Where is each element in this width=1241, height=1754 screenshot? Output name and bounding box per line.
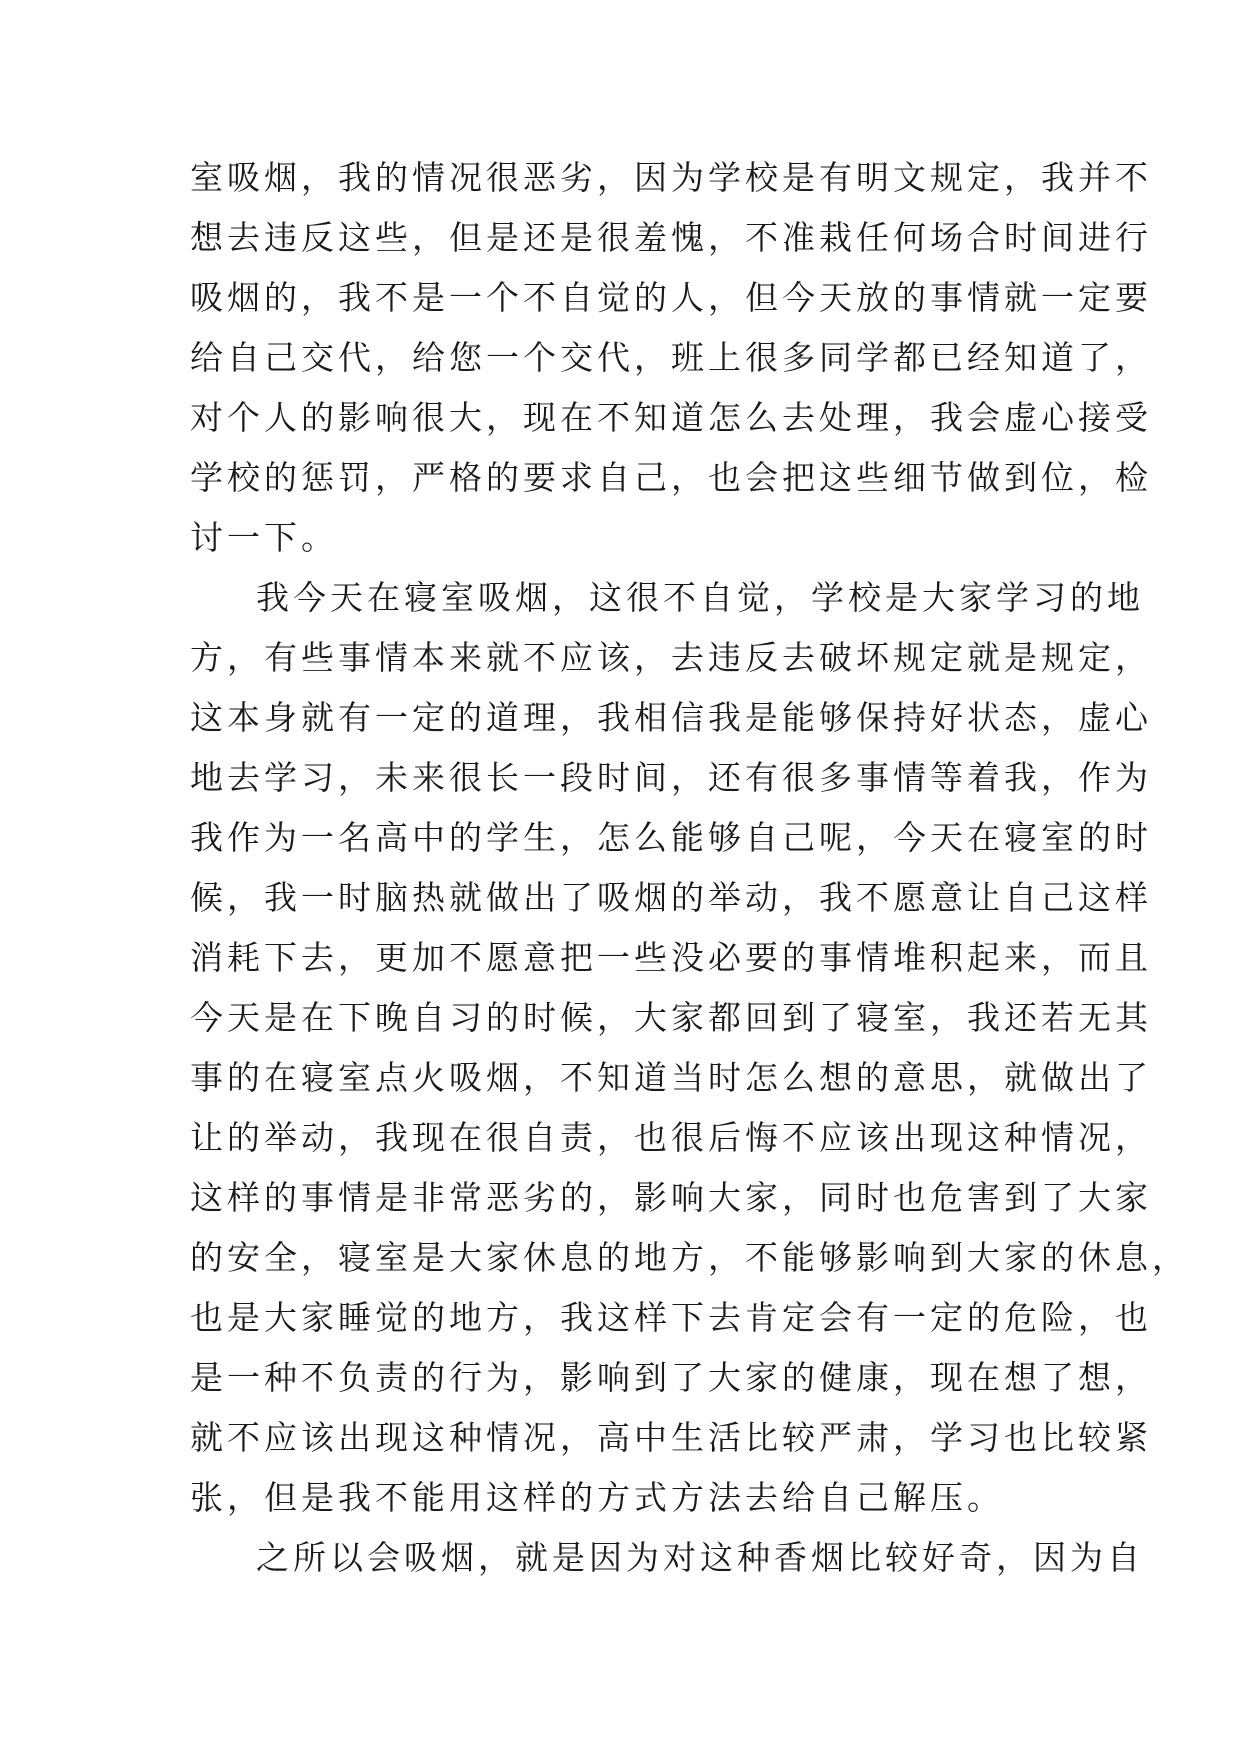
- text-line: 张，但是我不能用这样的方式方法去给自己解压。: [190, 1478, 1004, 1517]
- text-line: 候，我一时脑热就做出了吸烟的举动，我不愿意让自己这样: [190, 878, 1152, 917]
- text-line: 学校的惩罚，严格的要求自己，也会把这些细节做到位，检: [190, 458, 1152, 497]
- text-line: 就不应该出现这种情况，高中生活比较严肃，学习也比较紧: [190, 1418, 1152, 1457]
- paragraph-3: [190, 1528, 1144, 1588]
- text-line: 消耗下去，更加不愿意把一些没必要的事情堆积起来，而且: [190, 938, 1152, 977]
- text-line: 想去违反这些，但是还是很羞愧，不准栽任何场合时间进行: [190, 218, 1152, 257]
- text-line: 室吸烟，我的情况很恶劣，因为学校是有明文规定，我并不: [190, 158, 1152, 197]
- text-line: 我今天在寝室吸烟，这很不自觉，学校是大家学习的地: [256, 578, 1144, 617]
- text-line: 之所以会吸烟，就是因为对这种香烟比较好奇，因为自: [256, 1538, 1144, 1577]
- text-line: 讨一下。: [190, 518, 338, 557]
- text-line: 这本身就有一定的道理，我相信我是能够保持好状态，虚心: [190, 698, 1152, 737]
- text-line: 的安全，寝室是大家休息的地方，不能够影响到大家的休息，: [190, 1238, 1189, 1277]
- text-line: 是一种不负责的行为，影响到了大家的健康，现在想了想，: [190, 1358, 1152, 1397]
- document-page: [190, 148, 1189, 1588]
- paragraph-1: [190, 148, 1152, 568]
- text-line: 对个人的影响很大，现在不知道怎么去处理，我会虚心接受: [190, 398, 1152, 437]
- text-line: 我作为一名高中的学生，怎么能够自己呢，今天在寝室的时: [190, 818, 1152, 857]
- paragraph-2: [190, 568, 1189, 1528]
- text-line: 今天是在下晚自习的时候，大家都回到了寝室，我还若无其: [190, 998, 1152, 1037]
- text-line: 这样的事情是非常恶劣的，影响大家，同时也危害到了大家: [190, 1178, 1152, 1217]
- text-line: 也是大家睡觉的地方，我这样下去肯定会有一定的危险，也: [190, 1298, 1152, 1337]
- text-line: 方，有些事情本来就不应该，去违反去破坏规定就是规定，: [190, 638, 1152, 677]
- text-line: 给自己交代，给您一个交代，班上很多同学都已经知道了，: [190, 338, 1152, 377]
- text-line: 吸烟的，我不是一个不自觉的人，但今天放的事情就一定要: [190, 278, 1152, 317]
- text-line: 让的举动，我现在很自责，也很后悔不应该出现这种情况，: [190, 1118, 1152, 1157]
- text-line: 事的在寝室点火吸烟，不知道当时怎么想的意思，就做出了: [190, 1058, 1152, 1097]
- text-line: 地去学习，未来很长一段时间，还有很多事情等着我，作为: [190, 758, 1152, 797]
